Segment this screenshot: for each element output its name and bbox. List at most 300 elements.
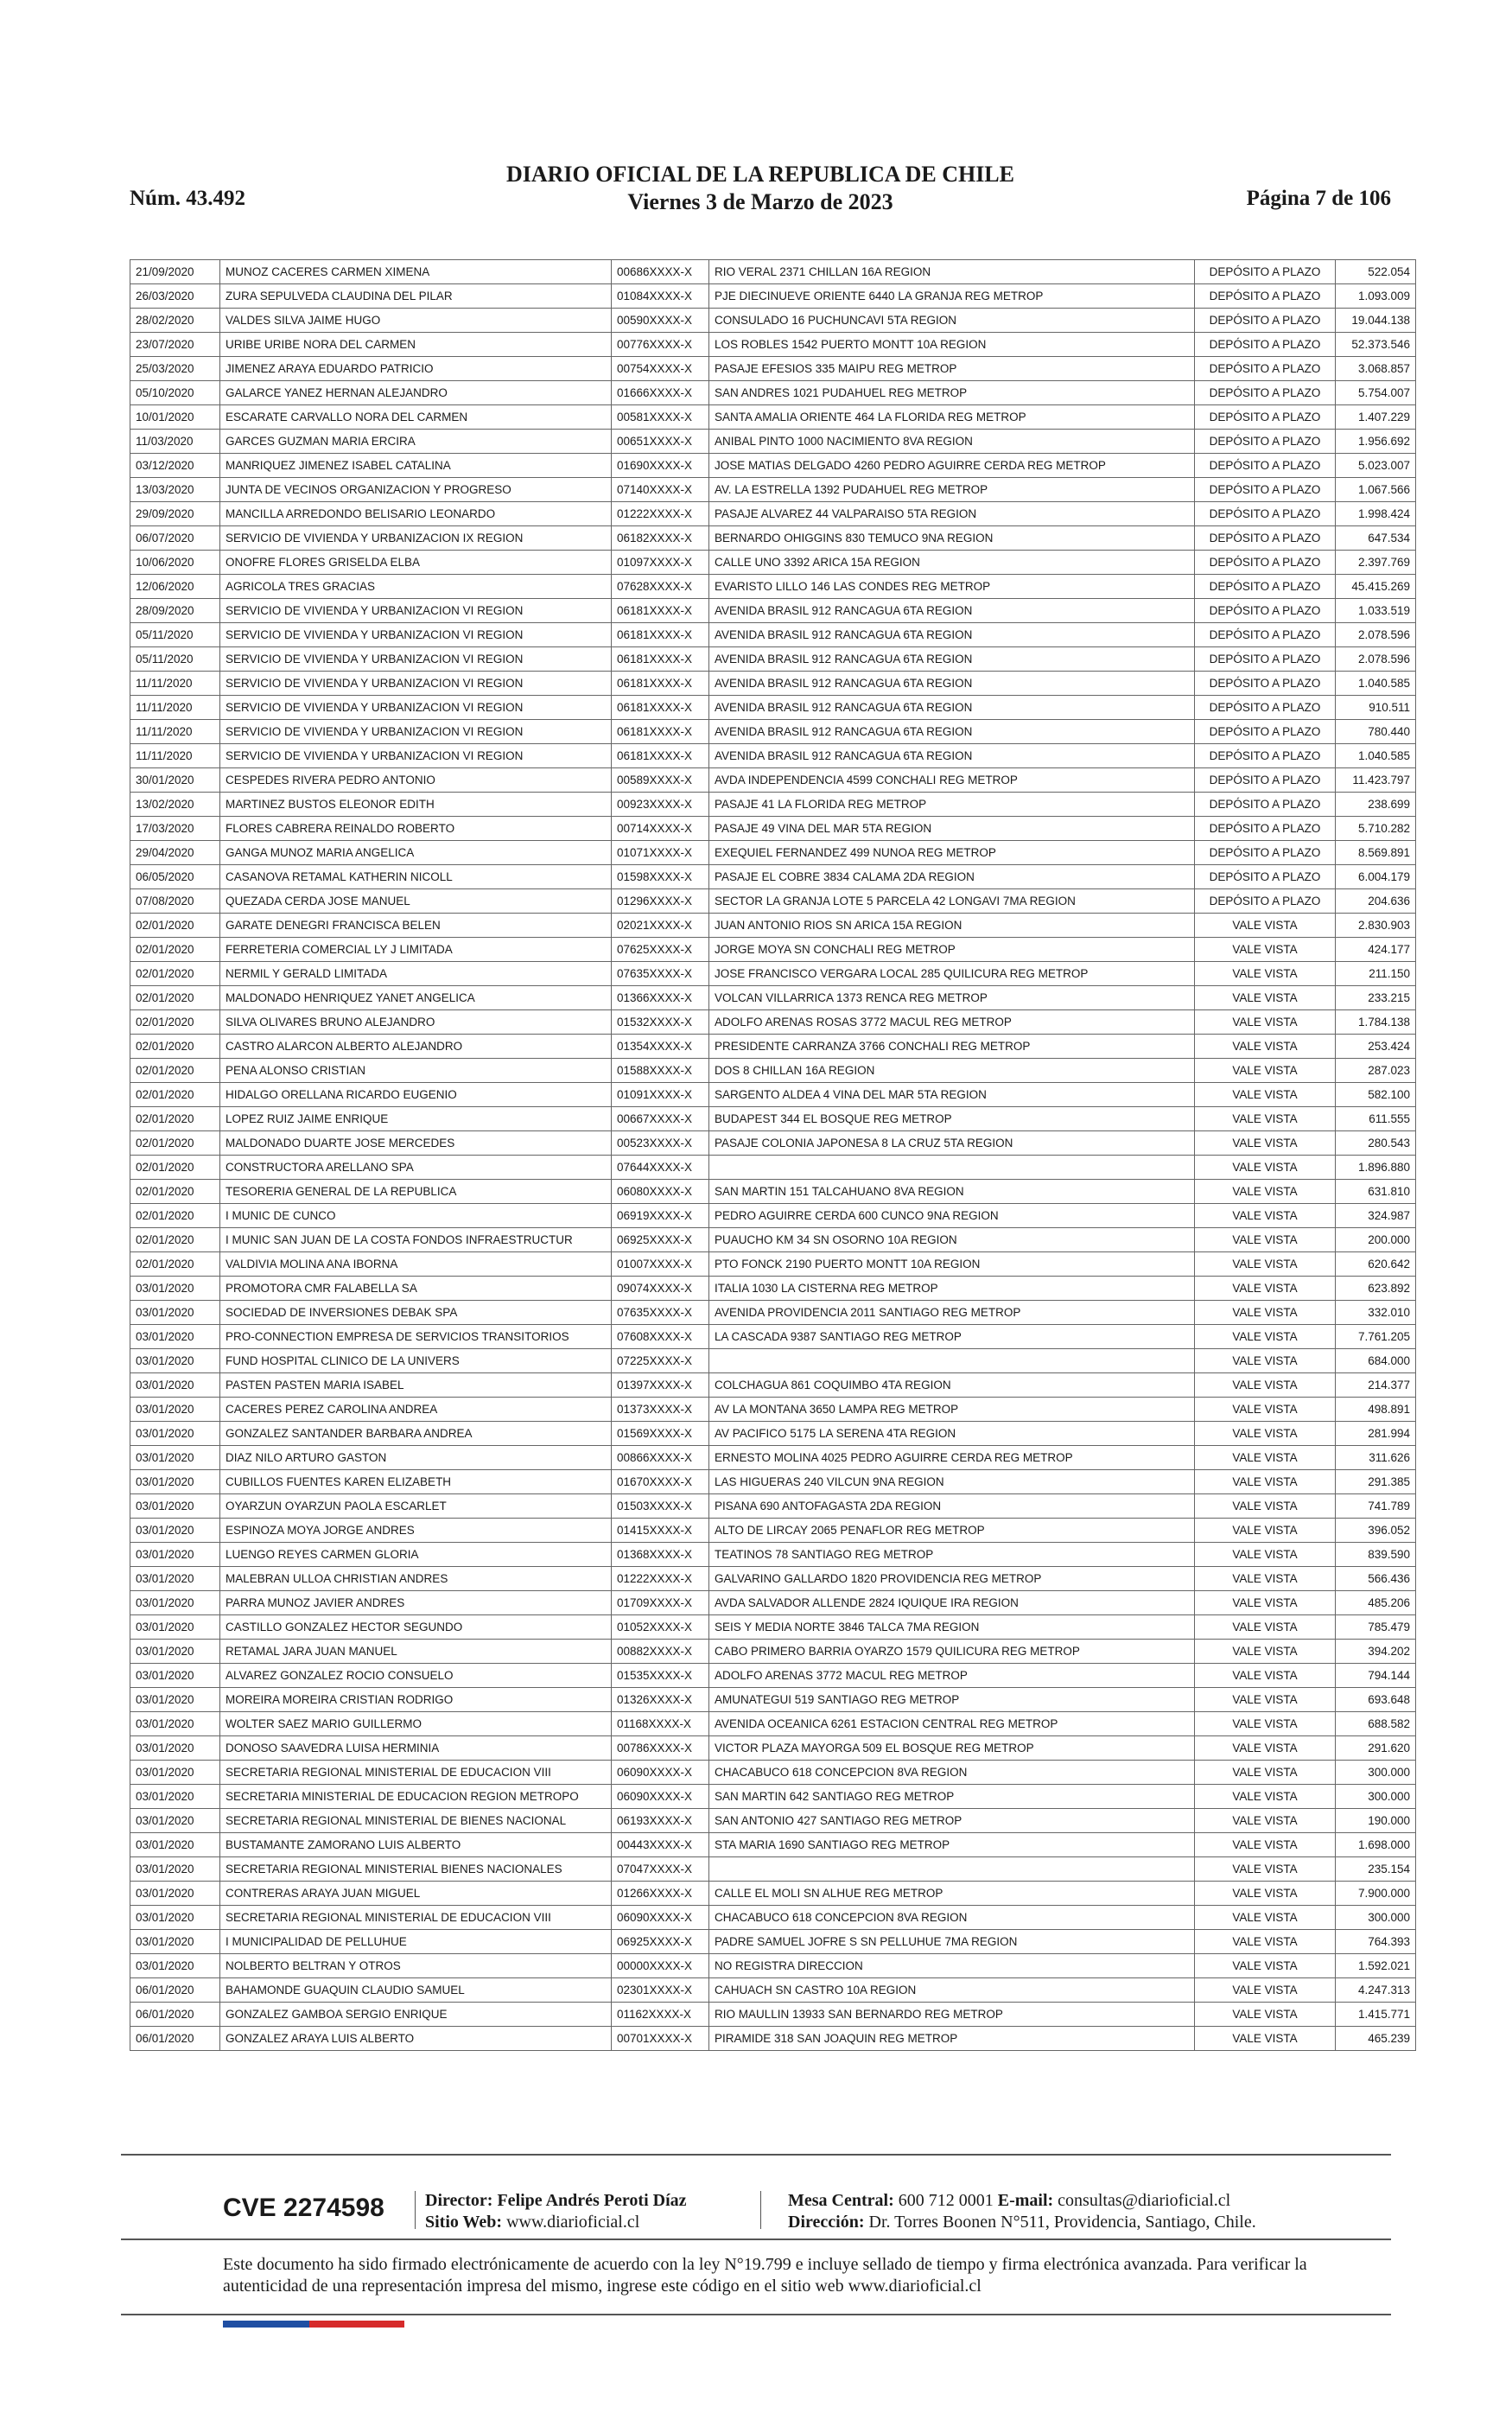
address-cell: PASAJE EL COBRE 3834 CALAMA 2DA REGION — [709, 865, 1195, 889]
type-cell: DEPÓSITO A PLAZO — [1195, 405, 1336, 430]
rut-cell: 01071XXXX-X — [612, 841, 709, 865]
amount-cell: 910.511 — [1336, 696, 1416, 720]
type-cell: DEPÓSITO A PLAZO — [1195, 454, 1336, 478]
table-row — [130, 938, 1416, 962]
name-cell: GARATE DENEGRI FRANCISCA BELEN — [220, 914, 612, 938]
address-cell: EVARISTO LILLO 146 LAS CONDES REG METROP — [709, 575, 1195, 599]
type-cell: VALE VISTA — [1195, 1277, 1336, 1301]
rut-cell: 00590XXXX-X — [612, 309, 709, 333]
rut-cell: 01397XXXX-X — [612, 1373, 709, 1398]
name-cell: GANGA MUNOZ MARIA ANGELICA — [220, 841, 612, 865]
amount-cell: 780.440 — [1336, 720, 1416, 744]
table-row — [130, 1494, 1416, 1519]
rut-cell: 00776XXXX-X — [612, 333, 709, 357]
address-cell: SEIS Y MEDIA NORTE 3846 TALCA 7MA REGION — [709, 1615, 1195, 1640]
table-row — [130, 1978, 1416, 2003]
rut-cell: 01666XXXX-X — [612, 381, 709, 405]
type-cell: DEPÓSITO A PLAZO — [1195, 551, 1336, 575]
amount-cell: 7.761.205 — [1336, 1325, 1416, 1349]
address-cell: STA MARIA 1690 SANTIAGO REG METROP — [709, 1833, 1195, 1857]
amount-cell: 764.393 — [1336, 1930, 1416, 1954]
amount-cell: 465.239 — [1336, 2027, 1416, 2051]
table-row — [130, 1930, 1416, 1954]
type-cell: DEPÓSITO A PLAZO — [1195, 817, 1336, 841]
amount-cell: 300.000 — [1336, 1761, 1416, 1785]
publication-title — [130, 161, 1391, 216]
name-cell: BAHAMONDE GUAQUIN CLAUDIO SAMUEL — [220, 1978, 612, 2003]
address-cell: TEATINOS 78 SANTIAGO REG METROP — [709, 1543, 1195, 1567]
table-row — [130, 551, 1416, 575]
name-cell: SERVICIO DE VIVIENDA Y URBANIZACION VI REGION — [220, 720, 612, 744]
amount-cell: 300.000 — [1336, 1785, 1416, 1809]
table-row — [130, 454, 1416, 478]
table-row — [130, 647, 1416, 672]
name-cell: NOLBERTO BELTRAN Y OTROS — [220, 1954, 612, 1978]
date-cell: 29/09/2020 — [130, 502, 220, 526]
type-cell: DEPÓSITO A PLAZO — [1195, 284, 1336, 309]
date-cell: 06/01/2020 — [130, 1978, 220, 2003]
amount-cell: 332.010 — [1336, 1301, 1416, 1325]
table-row — [130, 865, 1416, 889]
date-cell: 11/03/2020 — [130, 430, 220, 454]
date-cell: 03/01/2020 — [130, 1930, 220, 1954]
page-number: Página 7 de 106 — [1246, 187, 1391, 210]
email-link[interactable]: consultas@diarioficial.cl — [1058, 2191, 1231, 2210]
table-row — [130, 623, 1416, 647]
name-cell: PRO-CONNECTION EMPRESA DE SERVICIOS TRANSITORIOS — [220, 1325, 612, 1349]
name-cell: SERVICIO DE VIVIENDA Y URBANIZACION VI REGION — [220, 696, 612, 720]
amount-cell: 623.892 — [1336, 1277, 1416, 1301]
address-cell: AVENIDA BRASIL 912 RANCAGUA 6TA REGION — [709, 623, 1195, 647]
amount-cell: 620.642 — [1336, 1252, 1416, 1277]
address-cell: AV. LA ESTRELLA 1392 PUDAHUEL REG METROP — [709, 478, 1195, 502]
type-cell: VALE VISTA — [1195, 1543, 1336, 1567]
address-cell: AVDA INDEPENDENCIA 4599 CONCHALI REG METROP — [709, 768, 1195, 793]
date-cell: 28/02/2020 — [130, 309, 220, 333]
table-row — [130, 841, 1416, 865]
type-cell: DEPÓSITO A PLAZO — [1195, 865, 1336, 889]
type-cell: VALE VISTA — [1195, 1809, 1336, 1833]
name-cell: GONZALEZ SANTANDER BARBARA ANDREA — [220, 1422, 612, 1446]
name-cell: SECRETARIA MINISTERIAL DE EDUCACION REGION METROPO — [220, 1785, 612, 1809]
address-cell: GALVARINO GALLARDO 1820 PROVIDENCIA REG METROP — [709, 1567, 1195, 1591]
address-cell: LA CASCADA 9387 SANTIAGO REG METROP — [709, 1325, 1195, 1349]
rut-cell: 00866XXXX-X — [612, 1446, 709, 1470]
rut-cell: 01052XXXX-X — [612, 1615, 709, 1640]
rut-cell: 06080XXXX-X — [612, 1180, 709, 1204]
type-cell: VALE VISTA — [1195, 1083, 1336, 1107]
page-header — [130, 161, 1391, 221]
address-cell: SANTA AMALIA ORIENTE 464 LA FLORIDA REG METROP — [709, 405, 1195, 430]
rut-cell: 01588XXXX-X — [612, 1059, 709, 1083]
address-cell: PTO FONCK 2190 PUERTO MONTT 10A REGION — [709, 1252, 1195, 1277]
address-cell: AVENIDA BRASIL 912 RANCAGUA 6TA REGION — [709, 672, 1195, 696]
address-cell: SECTOR LA GRANJA LOTE 5 PARCELA 42 LONGAVI 7MA REGION — [709, 889, 1195, 914]
table-row — [130, 1712, 1416, 1736]
date-cell: 03/01/2020 — [130, 1373, 220, 1398]
table-row — [130, 768, 1416, 793]
name-cell: SOCIEDAD DE INVERSIONES DEBAK SPA — [220, 1301, 612, 1325]
table-row — [130, 672, 1416, 696]
publication-date: Viernes 3 de Marzo de 2023 — [627, 189, 893, 214]
type-cell: VALE VISTA — [1195, 1785, 1336, 1809]
date-cell: 02/01/2020 — [130, 1156, 220, 1180]
phone-label: Mesa Central: — [788, 2191, 894, 2210]
footer-contact-block — [788, 2190, 1256, 2233]
type-cell: VALE VISTA — [1195, 1446, 1336, 1470]
name-cell: SERVICIO DE VIVIENDA Y URBANIZACION VI REGION — [220, 599, 612, 623]
amount-cell: 647.534 — [1336, 526, 1416, 551]
table-row — [130, 1398, 1416, 1422]
type-cell: VALE VISTA — [1195, 1494, 1336, 1519]
rut-cell: 07047XXXX-X — [612, 1857, 709, 1882]
address-cell: PIRAMIDE 318 SAN JOAQUIN REG METROP — [709, 2027, 1195, 2051]
address-cell: SAN ANDRES 1021 PUDAHUEL REG METROP — [709, 381, 1195, 405]
rut-cell: 06181XXXX-X — [612, 647, 709, 672]
table-row — [130, 793, 1416, 817]
date-cell: 03/01/2020 — [130, 1688, 220, 1712]
rut-cell: 07635XXXX-X — [612, 1301, 709, 1325]
rut-cell: 01368XXXX-X — [612, 1543, 709, 1567]
address-cell: PASAJE EFESIOS 335 MAIPU REG METROP — [709, 357, 1195, 381]
address-cell: ITALIA 1030 LA CISTERNA REG METROP — [709, 1277, 1195, 1301]
rut-cell: 01532XXXX-X — [612, 1010, 709, 1035]
address-cell: DOS 8 CHILLAN 16A REGION — [709, 1059, 1195, 1083]
amount-cell: 1.040.585 — [1336, 672, 1416, 696]
date-cell: 03/01/2020 — [130, 1833, 220, 1857]
date-cell: 23/07/2020 — [130, 333, 220, 357]
rut-cell: 01162XXXX-X — [612, 2003, 709, 2027]
amount-cell: 2.830.903 — [1336, 914, 1416, 938]
rut-cell: 07635XXXX-X — [612, 962, 709, 986]
type-cell: VALE VISTA — [1195, 1107, 1336, 1131]
address-cell: PJE DIECINUEVE ORIENTE 6440 LA GRANJA REG METROP — [709, 284, 1195, 309]
footer-bottom-divider — [121, 2314, 1391, 2315]
address-cell: VICTOR PLAZA MAYORGA 509 EL BOSQUE REG METROP — [709, 1736, 1195, 1761]
rut-cell: 06090XXXX-X — [612, 1761, 709, 1785]
name-cell: ZURA SEPULVEDA CLAUDINA DEL PILAR — [220, 284, 612, 309]
table-row — [130, 333, 1416, 357]
date-cell: 02/01/2020 — [130, 1252, 220, 1277]
address-cell: ALTO DE LIRCAY 2065 PENAFLOR REG METROP — [709, 1519, 1195, 1543]
rut-cell: 07225XXXX-X — [612, 1349, 709, 1373]
address-label: Dirección: — [788, 2213, 865, 2232]
type-cell: VALE VISTA — [1195, 1228, 1336, 1252]
table-row — [130, 1349, 1416, 1373]
name-cell: QUEZADA CERDA JOSE MANUEL — [220, 889, 612, 914]
address-cell — [709, 1349, 1195, 1373]
date-cell: 06/07/2020 — [130, 526, 220, 551]
type-cell: VALE VISTA — [1195, 1882, 1336, 1906]
rut-cell: 01415XXXX-X — [612, 1519, 709, 1543]
name-cell: NERMIL Y GERALD LIMITADA — [220, 962, 612, 986]
rut-cell: 06182XXXX-X — [612, 526, 709, 551]
date-cell: 25/03/2020 — [130, 357, 220, 381]
name-cell: OYARZUN OYARZUN PAOLA ESCARLET — [220, 1494, 612, 1519]
name-cell: ESCARATE CARVALLO NORA DEL CARMEN — [220, 405, 612, 430]
address-cell: PASAJE 49 VINA DEL MAR 5TA REGION — [709, 817, 1195, 841]
name-cell: VALDES SILVA JAIME HUGO — [220, 309, 612, 333]
amount-cell: 3.068.857 — [1336, 357, 1416, 381]
name-cell: CASANOVA RETAMAL KATHERIN NICOLL — [220, 865, 612, 889]
name-cell: MANRIQUEZ JIMENEZ ISABEL CATALINA — [220, 454, 612, 478]
address-cell: AVENIDA BRASIL 912 RANCAGUA 6TA REGION — [709, 599, 1195, 623]
amount-cell: 741.789 — [1336, 1494, 1416, 1519]
name-cell: MALDONADO DUARTE JOSE MERCEDES — [220, 1131, 612, 1156]
type-cell: VALE VISTA — [1195, 1591, 1336, 1615]
rut-cell: 01709XXXX-X — [612, 1591, 709, 1615]
date-cell: 11/11/2020 — [130, 720, 220, 744]
date-cell: 02/01/2020 — [130, 1059, 220, 1083]
amount-cell: 324.987 — [1336, 1204, 1416, 1228]
type-cell: DEPÓSITO A PLAZO — [1195, 309, 1336, 333]
name-cell: URIBE URIBE NORA DEL CARMEN — [220, 333, 612, 357]
address-cell: JOSE FRANCISCO VERGARA LOCAL 285 QUILICURA REG METROP — [709, 962, 1195, 986]
address-cell: PRESIDENTE CARRANZA 3766 CONCHALI REG METROP — [709, 1035, 1195, 1059]
date-cell: 03/01/2020 — [130, 1519, 220, 1543]
address-cell: ERNESTO MOLINA 4025 PEDRO AGUIRRE CERDA REG METROP — [709, 1446, 1195, 1470]
address-cell: BUDAPEST 344 EL BOSQUE REG METROP — [709, 1107, 1195, 1131]
amount-cell: 287.023 — [1336, 1059, 1416, 1083]
amount-cell: 498.891 — [1336, 1398, 1416, 1422]
name-cell: GONZALEZ GAMBOA SERGIO ENRIQUE — [220, 2003, 612, 2027]
table-row — [130, 599, 1416, 623]
footer-top-divider — [121, 2154, 1391, 2156]
address-cell — [709, 1156, 1195, 1180]
website-link[interactable]: www.diarioficial.cl — [506, 2213, 640, 2232]
footer-director-block — [425, 2190, 687, 2233]
name-cell: I MUNICIPALIDAD DE PELLUHUE — [220, 1930, 612, 1954]
address-cell: CABO PRIMERO BARRIA OYARZO 1579 QUILICURA REG METROP — [709, 1640, 1195, 1664]
type-cell: VALE VISTA — [1195, 1252, 1336, 1277]
table-row — [130, 1228, 1416, 1252]
amount-cell: 485.206 — [1336, 1591, 1416, 1615]
date-cell: 03/01/2020 — [130, 1615, 220, 1640]
name-cell: HIDALGO ORELLANA RICARDO EUGENIO — [220, 1083, 612, 1107]
date-cell: 03/01/2020 — [130, 1736, 220, 1761]
date-cell: 29/04/2020 — [130, 841, 220, 865]
rut-cell: 00000XXXX-X — [612, 1954, 709, 1978]
date-cell: 03/01/2020 — [130, 1591, 220, 1615]
address-cell: PASAJE 41 LA FLORIDA REG METROP — [709, 793, 1195, 817]
table-row — [130, 914, 1416, 938]
website-label: Sitio Web: — [425, 2213, 503, 2232]
table-row — [130, 1277, 1416, 1301]
rut-cell: 01535XXXX-X — [612, 1664, 709, 1688]
date-cell: 06/05/2020 — [130, 865, 220, 889]
name-cell: RETAMAL JARA JUAN MANUEL — [220, 1640, 612, 1664]
date-cell: 03/01/2020 — [130, 1446, 220, 1470]
amount-cell: 785.479 — [1336, 1615, 1416, 1640]
address-cell: RIO VERAL 2371 CHILLAN 16A REGION — [709, 260, 1195, 284]
date-cell: 03/01/2020 — [130, 1857, 220, 1882]
amount-cell: 1.698.000 — [1336, 1833, 1416, 1857]
rut-cell: 00443XXXX-X — [612, 1833, 709, 1857]
name-cell: SERVICIO DE VIVIENDA Y URBANIZACION VI REGION — [220, 672, 612, 696]
date-cell: 02/01/2020 — [130, 1228, 220, 1252]
type-cell: VALE VISTA — [1195, 1131, 1336, 1156]
rut-cell: 00714XXXX-X — [612, 817, 709, 841]
name-cell: SILVA OLIVARES BRUNO ALEJANDRO — [220, 1010, 612, 1035]
rut-cell: 06181XXXX-X — [612, 744, 709, 768]
date-cell: 13/02/2020 — [130, 793, 220, 817]
rut-cell: 01222XXXX-X — [612, 502, 709, 526]
address-cell: ADOLFO ARENAS 3772 MACUL REG METROP — [709, 1664, 1195, 1688]
table-row — [130, 260, 1416, 284]
address-cell: PEDRO AGUIRRE CERDA 600 CUNCO 9NA REGION — [709, 1204, 1195, 1228]
type-cell: DEPÓSITO A PLAZO — [1195, 381, 1336, 405]
address-cell: SARGENTO ALDEA 4 VINA DEL MAR 5TA REGION — [709, 1083, 1195, 1107]
type-cell: VALE VISTA — [1195, 1761, 1336, 1785]
rut-cell: 01007XXXX-X — [612, 1252, 709, 1277]
table-row — [130, 1567, 1416, 1591]
amount-cell: 582.100 — [1336, 1083, 1416, 1107]
amount-cell: 1.067.566 — [1336, 478, 1416, 502]
date-cell: 02/01/2020 — [130, 1107, 220, 1131]
amount-cell: 253.424 — [1336, 1035, 1416, 1059]
type-cell: DEPÓSITO A PLAZO — [1195, 647, 1336, 672]
address-cell: SAN MARTIN 151 TALCAHUANO 8VA REGION — [709, 1180, 1195, 1204]
rut-cell: 01326XXXX-X — [612, 1688, 709, 1712]
date-cell: 06/01/2020 — [130, 2003, 220, 2027]
table-row — [130, 1083, 1416, 1107]
date-cell: 03/01/2020 — [130, 1494, 220, 1519]
type-cell: VALE VISTA — [1195, 1664, 1336, 1688]
rut-cell: 01373XXXX-X — [612, 1398, 709, 1422]
type-cell: VALE VISTA — [1195, 1906, 1336, 1930]
address-cell: JUAN ANTONIO RIOS SN ARICA 15A REGION — [709, 914, 1195, 938]
table-row — [130, 1664, 1416, 1688]
email-label: E-mail: — [997, 2191, 1054, 2210]
amount-cell: 394.202 — [1336, 1640, 1416, 1664]
amount-cell: 631.810 — [1336, 1180, 1416, 1204]
amount-cell: 2.397.769 — [1336, 551, 1416, 575]
table-row — [130, 1857, 1416, 1882]
amount-cell: 611.555 — [1336, 1107, 1416, 1131]
type-cell: VALE VISTA — [1195, 1640, 1336, 1664]
amount-cell: 52.373.546 — [1336, 333, 1416, 357]
type-cell: VALE VISTA — [1195, 1857, 1336, 1882]
director-name: Felipe Andrés Peroti Díaz — [497, 2191, 687, 2210]
name-cell: FLORES CABRERA REINALDO ROBERTO — [220, 817, 612, 841]
date-cell: 02/01/2020 — [130, 1131, 220, 1156]
type-cell: DEPÓSITO A PLAZO — [1195, 696, 1336, 720]
name-cell: ALVAREZ GONZALEZ ROCIO CONSUELO — [220, 1664, 612, 1688]
rut-cell: 06181XXXX-X — [612, 720, 709, 744]
table-row — [130, 1059, 1416, 1083]
type-cell: VALE VISTA — [1195, 1349, 1336, 1373]
address-cell: ADOLFO ARENAS ROSAS 3772 MACUL REG METROP — [709, 1010, 1195, 1035]
amount-cell: 839.590 — [1336, 1543, 1416, 1567]
date-cell: 05/11/2020 — [130, 623, 220, 647]
address-cell: AVENIDA BRASIL 912 RANCAGUA 6TA REGION — [709, 696, 1195, 720]
address-cell: SAN ANTONIO 427 SANTIAGO REG METROP — [709, 1809, 1195, 1833]
rut-cell: 06181XXXX-X — [612, 696, 709, 720]
address-cell: SAN MARTIN 642 SANTIAGO REG METROP — [709, 1785, 1195, 1809]
name-cell: BUSTAMANTE ZAMORANO LUIS ALBERTO — [220, 1833, 612, 1857]
date-cell: 02/01/2020 — [130, 962, 220, 986]
name-cell: CUBILLOS FUENTES KAREN ELIZABETH — [220, 1470, 612, 1494]
table-row — [130, 1615, 1416, 1640]
address-cell: AV PACIFICO 5175 LA SERENA 4TA REGION — [709, 1422, 1195, 1446]
amount-cell: 281.994 — [1336, 1422, 1416, 1446]
name-cell: TESORERIA GENERAL DE LA REPUBLICA — [220, 1180, 612, 1204]
table-row — [130, 1204, 1416, 1228]
address-cell: AV LA MONTANA 3650 LAMPA REG METROP — [709, 1398, 1195, 1422]
address-cell: COLCHAGUA 861 COQUIMBO 4TA REGION — [709, 1373, 1195, 1398]
amount-cell: 1.407.229 — [1336, 405, 1416, 430]
name-cell: LUENGO REYES CARMEN GLORIA — [220, 1543, 612, 1567]
date-cell: 03/01/2020 — [130, 1664, 220, 1688]
name-cell: CONSTRUCTORA ARELLANO SPA — [220, 1156, 612, 1180]
name-cell: DONOSO SAAVEDRA LUISA HERMINIA — [220, 1736, 612, 1761]
date-cell: 05/10/2020 — [130, 381, 220, 405]
date-cell: 30/01/2020 — [130, 768, 220, 793]
rut-cell: 02301XXXX-X — [612, 1978, 709, 2003]
name-cell: SECRETARIA REGIONAL MINISTERIAL DE EDUCACION VIII — [220, 1761, 612, 1785]
type-cell: VALE VISTA — [1195, 1833, 1336, 1857]
address-cell: AVDA SALVADOR ALLENDE 2824 IQUIQUE IRA REGION — [709, 1591, 1195, 1615]
date-cell: 10/01/2020 — [130, 405, 220, 430]
table-row — [130, 889, 1416, 914]
rut-cell: 00523XXXX-X — [612, 1131, 709, 1156]
issue-number: Núm. 43.492 — [130, 187, 246, 210]
footer-middle-divider — [121, 2238, 1391, 2240]
rut-cell: 07625XXXX-X — [612, 938, 709, 962]
type-cell: VALE VISTA — [1195, 1615, 1336, 1640]
type-cell: DEPÓSITO A PLAZO — [1195, 889, 1336, 914]
name-cell: I MUNIC DE CUNCO — [220, 1204, 612, 1228]
table-row — [130, 1446, 1416, 1470]
date-cell: 03/01/2020 — [130, 1809, 220, 1833]
date-cell: 07/08/2020 — [130, 889, 220, 914]
type-cell: DEPÓSITO A PLAZO — [1195, 260, 1336, 284]
rut-cell: 01097XXXX-X — [612, 551, 709, 575]
table-row — [130, 2003, 1416, 2027]
name-cell: PENA ALONSO CRISTIAN — [220, 1059, 612, 1083]
table-row — [130, 1688, 1416, 1712]
amount-cell: 2.078.596 — [1336, 647, 1416, 672]
rut-cell: 00581XXXX-X — [612, 405, 709, 430]
amount-cell: 688.582 — [1336, 1712, 1416, 1736]
address-value: Dr. Torres Boonen N°511, Providencia, Santiago, Chile. — [868, 2213, 1256, 2232]
name-cell: FUND HOSPITAL CLINICO DE LA UNIVERS — [220, 1349, 612, 1373]
address-cell: PUAUCHO KM 34 SN OSORNO 10A REGION — [709, 1228, 1195, 1252]
amount-cell: 566.436 — [1336, 1567, 1416, 1591]
type-cell: DEPÓSITO A PLAZO — [1195, 623, 1336, 647]
address-cell: CALLE EL MOLI SN ALHUE REG METROP — [709, 1882, 1195, 1906]
table-row — [130, 1809, 1416, 1833]
amount-cell: 2.078.596 — [1336, 623, 1416, 647]
table-row — [130, 1422, 1416, 1446]
amount-cell: 424.177 — [1336, 938, 1416, 962]
amount-cell: 4.247.313 — [1336, 1978, 1416, 2003]
table-row — [130, 1519, 1416, 1543]
amount-cell: 235.154 — [1336, 1857, 1416, 1882]
amount-cell: 45.415.269 — [1336, 575, 1416, 599]
table-row — [130, 1954, 1416, 1978]
rut-cell: 06181XXXX-X — [612, 672, 709, 696]
address-cell: AMUNATEGUI 519 SANTIAGO REG METROP — [709, 1688, 1195, 1712]
type-cell: VALE VISTA — [1195, 1180, 1336, 1204]
flag-stripe-red — [309, 2321, 404, 2328]
type-cell: DEPÓSITO A PLAZO — [1195, 720, 1336, 744]
date-cell: 02/01/2020 — [130, 1010, 220, 1035]
address-cell: CALLE UNO 3392 ARICA 15A REGION — [709, 551, 1195, 575]
rut-cell: 02021XXXX-X — [612, 914, 709, 938]
address-cell: CHACABUCO 618 CONCEPCION 8VA REGION — [709, 1761, 1195, 1785]
date-cell: 03/01/2020 — [130, 1301, 220, 1325]
